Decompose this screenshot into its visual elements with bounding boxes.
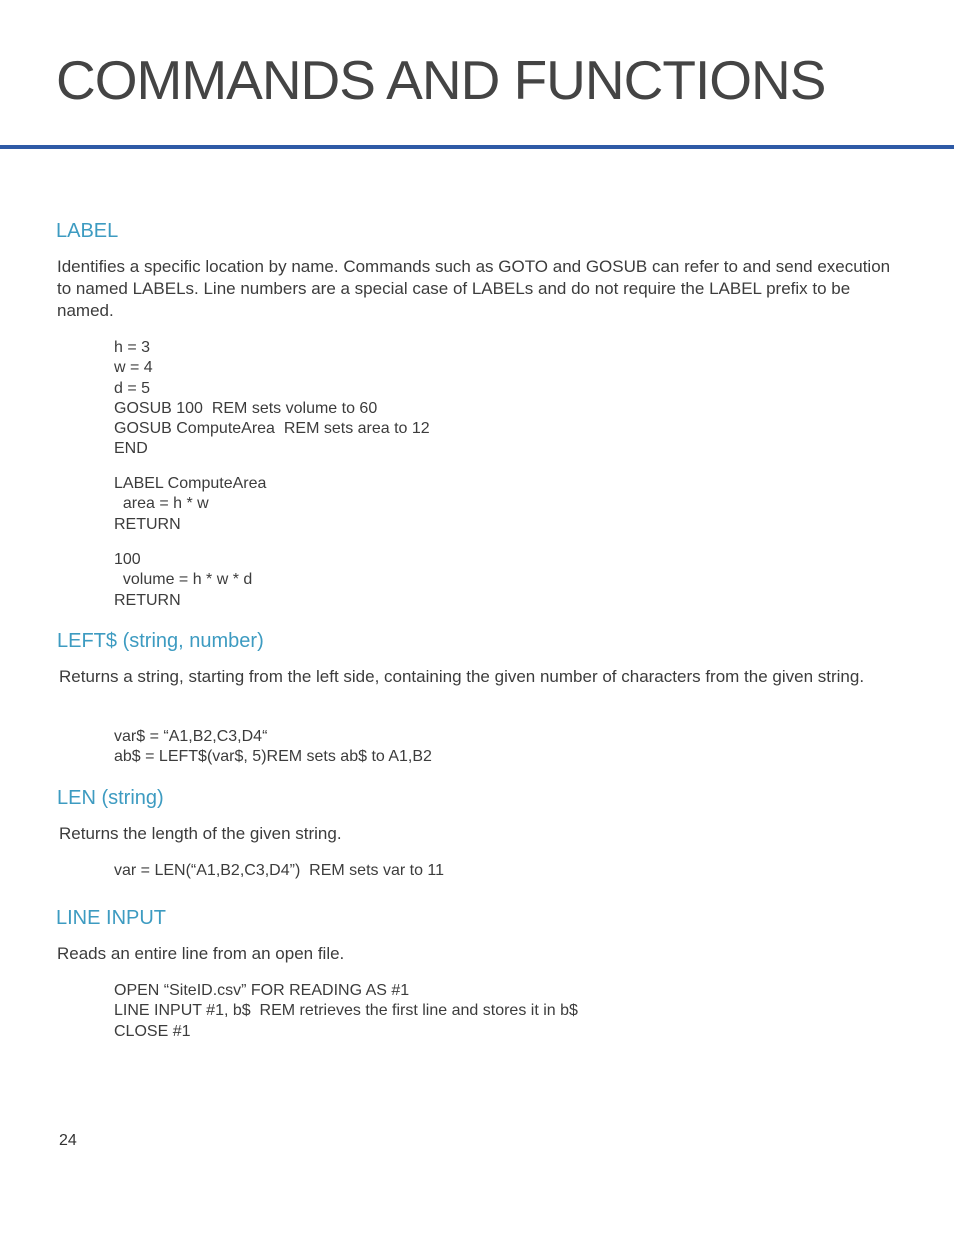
code-line: GOSUB ComputeArea REM sets area to 12 [114, 420, 430, 438]
code-block [114, 727, 432, 768]
section-heading: LABEL [56, 220, 119, 242]
code-line: w = 4 [114, 359, 153, 377]
code-line: RETURN [114, 591, 181, 609]
code-line: var = LEN(“A1,B2,C3,D4”) REM sets var to 11 [114, 862, 445, 879]
code-line: RETURN [114, 515, 181, 533]
section-description: Identifies a specific location by name. Commands such as GOTO and GOSUB can refer to and send execution to named LABELs. Line numbers are a special case of LABELs and do not require the LABEL prefix to be named. [57, 257, 891, 320]
section-description: Reads an entire line from an open file. [57, 944, 345, 963]
section-description: Returns the length of the given string. [59, 824, 342, 843]
code-block [114, 861, 444, 881]
code-line: LINE INPUT #1, b$ REM retrieves the first line and stores it in b$ [114, 1002, 578, 1020]
code-block [114, 981, 578, 1042]
section-heading: LEFT$ (string, number) [57, 630, 264, 652]
code-line: var$ = “A1,B2,C3,D4“ [114, 728, 268, 745]
page-title: COMMANDS AND FUNCTIONS [56, 49, 826, 111]
section-heading: LINE INPUT [56, 907, 167, 929]
code-line: volume = h * w * d [114, 571, 253, 589]
code-line: 100 [114, 551, 141, 568]
title-divider [0, 145, 954, 149]
code-block [114, 474, 266, 535]
section-heading: LEN (string) [57, 787, 164, 809]
code-line: CLOSE #1 [114, 1022, 191, 1040]
code-block [114, 550, 252, 611]
code-line: d = 5 [114, 379, 151, 397]
code-line: OPEN “SiteID.csv” FOR READING AS #1 [114, 982, 410, 999]
section-description: Returns a string, starting from the left side, containing the given number of characters from the given string. [59, 667, 865, 686]
code-line: ab$ = LEFT$(var$, 5)REM sets ab$ to A1,B2 [114, 748, 432, 766]
code-line: LABEL ComputeArea [114, 475, 267, 492]
code-block [114, 338, 430, 460]
code-line: GOSUB 100 REM sets volume to 60 [114, 399, 378, 417]
code-line: END [114, 440, 148, 458]
code-line: area = h * w [114, 495, 209, 513]
code-line: h = 3 [114, 339, 151, 356]
page-number: 24 [59, 1132, 77, 1149]
